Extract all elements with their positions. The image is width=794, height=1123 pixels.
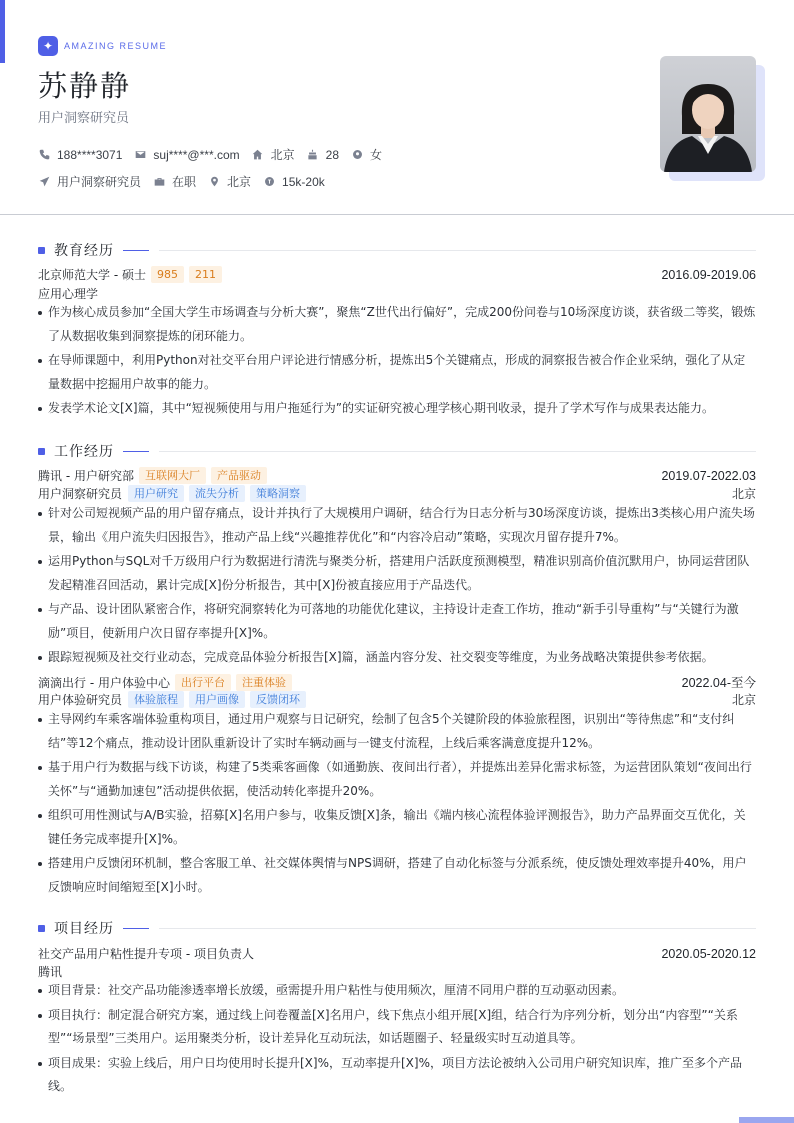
education-date: 2016.09-2019.06: [661, 267, 756, 282]
target-city-item: [208, 173, 251, 190]
bullet-item: 在导师课题中，利用Python对社交平台用户评论进行情感分析，提炼出5个关键痛点，形成的洞察报告被合作企业采纳，强化了从定量数据中挖掘用户故事的能力。: [38, 349, 756, 396]
job-bullets: [38, 708, 756, 900]
bullet-item: 发表学术论文[X]篇，其中“短视频使用与用户拖延行为”的实证研究被心理学核心期刊收录，提升了学术写作与成果表达能力。: [38, 397, 756, 421]
bullet-item: 项目成果：实验上线后，用户日均使用时长提升[X]%，互动率提升[X]%，项目方法论被纳入公司用户研究知识库，推广至多个产品线。: [38, 1052, 756, 1099]
bottom-accent-bar: [739, 1117, 794, 1123]
company-name: 滴滴出行 - 用户体验中心: [38, 675, 170, 690]
project-entry-head: [38, 945, 756, 962]
email-item: [134, 148, 239, 162]
job-position: 用户体验研究员: [38, 693, 123, 707]
section-divider: [159, 451, 756, 452]
bullet-item: 主导网约车乘客端体验重构项目，通过用户观察与日记研究，绘制了包含5个关键阶段的体验旅程图，识别出“等待焦虑”和“支付纠结”等12个痛点，推动设计团队重新设计了实时车辆动画与一键支付流程，上线后乘客满意度提升12%。: [38, 708, 756, 755]
target-city-value: 北京: [227, 175, 252, 189]
job-entry-head: [38, 467, 756, 484]
city-item: [252, 146, 295, 163]
gender-value: 女: [370, 148, 383, 162]
brand: [38, 36, 167, 56]
target-role-item: [38, 173, 141, 190]
candidate-name: 苏静静: [38, 69, 132, 103]
age-item: [307, 148, 339, 162]
education-heading: 教育经历: [54, 243, 114, 259]
section-divider: [159, 928, 756, 929]
section-dash: [123, 250, 149, 251]
job-date: 2019.07-2022.03: [661, 468, 756, 483]
send-icon: [38, 176, 50, 188]
project-name: 社交产品用户粘性提升专项 - 项目负责人: [38, 947, 254, 961]
contact-row: [38, 146, 394, 163]
education-bullets: [38, 301, 756, 422]
phone-icon: [38, 149, 50, 161]
bullet-item: 跟踪短视频及社交行业动态，完成竞品体验分析报告[X]篇，涵盖内容分发、社交裂变等维度，为业务战略决策提供参考依据。: [38, 646, 756, 670]
location-icon: [208, 176, 220, 188]
section-dot: [38, 448, 45, 455]
status-item: [153, 173, 196, 190]
project-section-title: [38, 918, 756, 938]
bullet-item: 与产品、设计团队紧密合作，将研究洞察转化为可落地的功能优化建议，主持设计走查工作坊，推动“新手引导重构”与“关键行为激励”项目，使新用户次日留存率提升[X]%。: [38, 598, 756, 645]
job-position-row: [38, 691, 756, 708]
city-value: 北京: [270, 148, 295, 162]
bullet-item: 搭建用户反馈闭环机制，整合客服工单、社交媒体舆情与NPS调研，搭建了自动化标签与分派系统，使反馈处理效率提升40%，用户反馈响应时间缩短至[X]小时。: [38, 852, 756, 899]
bullet-item: 运用Python与SQL对千万级用户行为数据进行清洗与聚类分析，搭建用户活跃度预测模型，精准识别高价值沉默用户，协同运营团队发起精准召回活动，累计完成[X]份分析报告，其中[X]份被直接应用于产品迭代。: [38, 550, 756, 597]
job-date: 2022.04-至今: [681, 676, 756, 690]
money-icon: [263, 176, 275, 188]
work-heading: 工作经历: [54, 444, 114, 460]
phone-item: [38, 148, 122, 162]
skill-tag: 用户画像: [189, 691, 245, 708]
email-value: suj****@***.com: [153, 147, 240, 162]
job-entry-head: [38, 673, 756, 691]
project-heading: 项目经历: [54, 921, 114, 937]
section-divider: [159, 250, 756, 251]
skill-tag: 用户研究: [128, 485, 184, 502]
salary-value: 15k-20k: [282, 174, 325, 189]
phone-value: 188****3071: [57, 147, 123, 162]
work-section-title: [38, 441, 756, 461]
target-role-value: 用户洞察研究员: [57, 175, 142, 189]
job-position-row: [38, 485, 756, 502]
school-name: 北京师范大学 - 硕士: [38, 268, 146, 282]
section-dot: [38, 247, 45, 254]
education-entry-head: [38, 266, 756, 283]
bullet-item: 项目背景：社交产品功能渗透率增长放缓，亟需提升用户粘性与使用频次，厘清不同用户群的互动驱动因素。: [38, 979, 756, 1003]
company-tag: 注重体验: [236, 674, 292, 691]
bullet-item: 基于用户行为数据与线下访谈，构建了5类乘客画像（如通勤族、夜间出行者），并提炼出差异化需求标签，为运营团队策划“夜间出行关怀”与“通勤加速包”活动提供依据，使活动转化率提升20%。: [38, 756, 756, 803]
home-icon: [252, 149, 264, 161]
bullet-item: 项目执行：制定混合研究方案，通过线上问卷覆盖[X]名用户，线下焦点小组开展[X]组，结合行为序列分析，划分出“内容型”“关系型”“场景型”三类用户。运用聚类分析，设计差异化互动玩法，如话题圈子、轻量级实时互动道具等。: [38, 1004, 756, 1051]
job-bullets: [38, 502, 756, 671]
education-tag: 985: [151, 266, 184, 283]
bullet-item: 针对公司短视频产品的用户留存痛点，设计并执行了大规模用户调研，结合行为日志分析与30场深度访谈，提炼出3类核心用户流失场景，输出《用户流失归因报告》，推动产品上线“兴趣推荐优化”和“内容冷启动”策略，实现次月留存提升7%。: [38, 502, 756, 549]
education-tag: 211: [189, 266, 222, 283]
skill-tag: 反馈闭环: [250, 691, 306, 708]
cake-icon: [307, 149, 319, 161]
job-city: 北京: [731, 693, 756, 707]
age-value: 28: [325, 147, 339, 162]
project-bullets: [38, 979, 756, 1100]
company-name: 腾讯 - 用户研究部: [38, 469, 134, 483]
skill-tag: 流失分析: [189, 485, 245, 502]
candidate-role: 用户洞察研究员: [38, 111, 130, 126]
section-dash: [123, 451, 149, 452]
sparkle-icon: ✦: [38, 36, 58, 56]
salary-item: [263, 175, 325, 189]
section-dash: [123, 928, 149, 929]
project-date: 2020.05-2020.12: [661, 946, 756, 961]
section-dot: [38, 925, 45, 932]
bullet-item: 组织可用性测试与A/B实验，招募[X]名用户参与，收集反馈[X]条，输出《端内核心流程体验评测报告》，助力产品界面交互优化，关键任务完成率提升[X]%。: [38, 804, 756, 851]
brand-text: AMAZING RESUME: [64, 41, 168, 51]
skill-tag: 体验旅程: [128, 691, 184, 708]
company-tag: 互联网大厂: [139, 467, 206, 484]
mail-icon: [134, 149, 146, 161]
skill-tag: 策略洞察: [250, 485, 306, 502]
resume-header: [0, 0, 794, 215]
briefcase-icon: [153, 176, 165, 188]
project-org: 腾讯: [38, 965, 63, 979]
company-tag: 产品驱动: [211, 467, 267, 484]
gender-item: [351, 146, 382, 163]
job-position: 用户洞察研究员: [38, 487, 123, 501]
gender-icon: [351, 149, 363, 161]
company-tag: 出行平台: [175, 674, 231, 691]
intention-row: [38, 173, 337, 190]
avatar: [660, 56, 756, 172]
bullet-item: 作为核心成员参加“全国大学生市场调查与分析大赛”，聚焦“Z世代出行偏好”，完成200份问卷与10场深度访谈，获省级二等奖，锻炼了从数据收集到洞察提炼的闭环能力。: [38, 301, 756, 348]
job-city: 北京: [731, 487, 756, 501]
education-major: 应用心理学: [38, 287, 99, 301]
status-value: 在职: [172, 175, 197, 189]
education-section-title: [38, 240, 756, 260]
